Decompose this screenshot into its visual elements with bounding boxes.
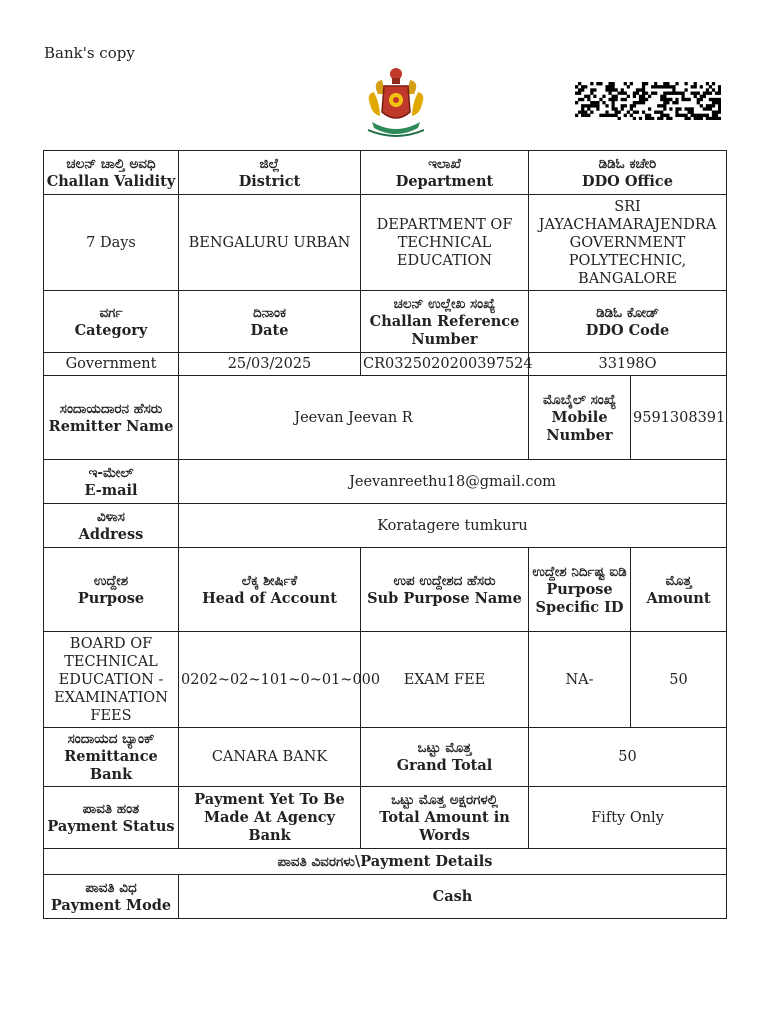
sub-purpose-header: ಉಪ ಉದ್ದೇಶದ ಹೆಸರು Sub Purpose Name [361,548,529,632]
email-value: Jeevanreethu18@gmail.com [179,460,727,504]
grand-total-value: 50 [529,728,727,787]
reference-value: CR0325020200397524 [361,353,529,376]
address-row [44,504,727,548]
reference-header: ಚಲನ್ ಉಲ್ಲೇಖ ಸಂಖ್ಯೆ Challan Reference Number [361,291,529,353]
purpose-value: BOARD OF TECHNICAL EDUCATION - EXAMINATION FEES [44,632,179,728]
date-value: 25/03/2025 [179,353,361,376]
amount-value: 50 [631,632,727,728]
payment-status-label: ಪಾವತಿ ಹಂತ Payment Status [44,787,179,849]
state-emblem-icon [358,64,434,140]
department-header: ಇಲಾಖೆ Department [361,151,529,195]
header-row-1 [44,151,727,195]
validity-value: 7 Days [44,195,179,291]
address-value: Koratagere tumkuru [179,504,727,548]
payment-status-value: Payment Yet To Be Made At Agency Bank [179,787,361,849]
category-header: ವರ್ಗ Category [44,291,179,353]
remitter-label: ಸಂದಾಯದಾರನ ಹೆಸರು Remitter Name [44,376,179,460]
info-row-1 [44,195,727,291]
challan-table [43,150,727,919]
ddo-code-header: ಡಿಡಿಓ ಕೋಡ್ DDO Code [529,291,727,353]
purpose-id-value: NA- [529,632,631,728]
payment-mode-row [44,875,727,919]
purpose-row [44,632,727,728]
head-of-account-value: 0202~02~101~0~01~000 [179,632,361,728]
info-row-2 [44,353,727,376]
ddo-code-value: 33198O [529,353,727,376]
department-value: DEPARTMENT OF TECHNICAL EDUCATION [361,195,529,291]
bank-row [44,728,727,787]
address-label: ವಿಳಾಸ Address [44,504,179,548]
district-header: ಜಿಲ್ಲೆ District [179,151,361,195]
bank-value: CANARA BANK [179,728,361,787]
header-row-2 [44,291,727,353]
purpose-header: ಉದ್ದೇಶ Purpose [44,548,179,632]
payment-mode-value: Cash [179,875,727,919]
mobile-label: ಮೊಬೈಲ್ ಸಂಖ್ಯೆ Mobile Number [529,376,631,460]
category-value: Government [44,353,179,376]
ddo-office-value: SRI JAYACHAMARAJENDRA GOVERNMENT POLYTECHNIC, BANGALORE [529,195,727,291]
payment-mode-label: ಪಾವತಿ ವಿಧ Payment Mode [44,875,179,919]
date-header: ದಿನಾಂಕ Date [179,291,361,353]
remitter-value: Jeevan Jeevan R [179,376,529,460]
copy-label: Bank's copy [44,44,135,62]
email-label: ಇ-ಮೇಲ್ E-mail [44,460,179,504]
amount-words-label: ಒಟ್ಟು ಮೊತ್ತ ಅಕ್ಷರಗಳಲ್ಲಿ Total Amount in Words [361,787,529,849]
purpose-header-row [44,548,727,632]
head-of-account-header: ಲೆಕ್ಕ ಶೀರ್ಷಿಕೆ Head of Account [179,548,361,632]
email-row [44,460,727,504]
district-value: BENGALURU URBAN [179,195,361,291]
remitter-row [44,376,727,460]
amount-words-value: Fifty Only [529,787,727,849]
amount-header: ಮೊತ್ತ Amount [631,548,727,632]
bank-label: ಸಂದಾಯದ ಬ್ಯಾಂಕ್ Remittance Bank [44,728,179,787]
grand-total-label: ಒಟ್ಟು ಮೊತ್ತ Grand Total [361,728,529,787]
payment-details-heading: ಪಾವತಿ ವಿವರಗಳು\Payment Details [44,849,727,875]
payment-details-row [44,849,727,875]
validity-header: ಚಲನ್ ಚಾಲ್ತಿ ಅವಧಿ Challan Validity [44,151,179,195]
mobile-value: 9591308391 [631,376,727,460]
ddo-office-header: ಡಿಡಿಓ ಕಚೇರಿ DDO Office [529,151,727,195]
sub-purpose-value: EXAM FEE [361,632,529,728]
barcode-icon [575,82,721,120]
status-row [44,787,727,849]
purpose-id-header: ಉದ್ದೇಶ ನಿರ್ದಿಷ್ಟ ಐಡಿ Purpose Specific ID [529,548,631,632]
